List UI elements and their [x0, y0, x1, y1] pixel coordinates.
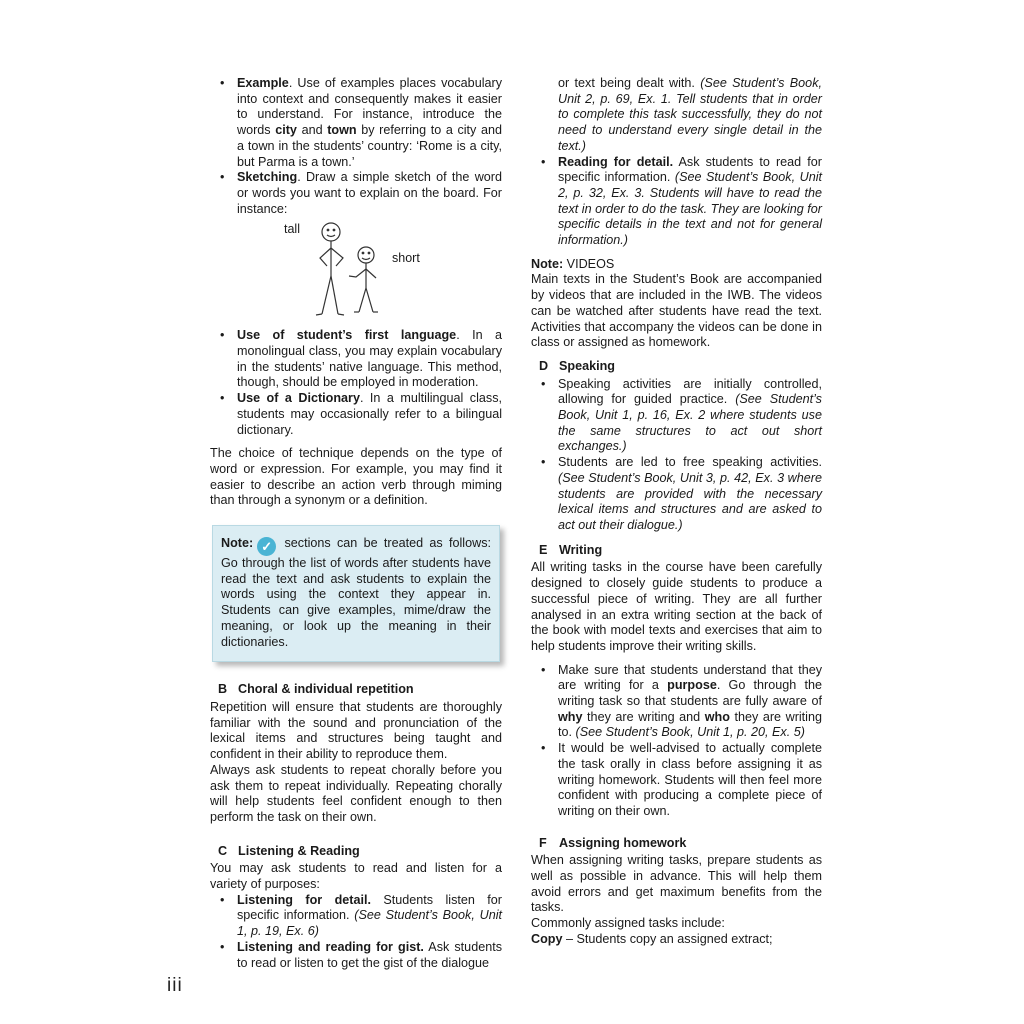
reading-detail-text: Ask students to read for specific information.: [558, 154, 822, 185]
section-c-heading: [218, 844, 502, 860]
sketching-term: Sketching: [237, 170, 298, 185]
section-e-paragraph: All writing tasks in the course have been carefully designed to closely guide students to produce a successful piece of writing. They are all further analysed in an extra writing section at the back of the book with model texts and exercises that aim to help students improve their writing skills.: [531, 560, 822, 653]
writing-purpose-text-3: they are writing and: [582, 709, 705, 724]
dictionary-term: Use of a Dictionary: [237, 391, 360, 406]
list-item-speaking-controlled: [531, 377, 822, 456]
section-e-heading: [539, 543, 822, 559]
sketching-text: . Draw a simple sketch of the word or words you want to explain on the board. For instance:: [237, 170, 502, 216]
section-f-letter: F: [539, 835, 547, 850]
section-f-heading: [539, 836, 822, 852]
note-videos-label: Note:: [531, 256, 564, 271]
dictionary-text: . In a multilingual class, students may occasionally refer to a bilingual dictionary.: [237, 391, 503, 437]
list-item-listening-detail: [210, 893, 502, 940]
speaking-controlled-text: Speaking activities are initially controlled, allowing for guided practice.: [558, 376, 822, 407]
label-tall: tall: [284, 222, 300, 237]
section-f-paragraph-2: Commonly assigned tasks include:: [531, 916, 725, 931]
technique-list: [210, 76, 502, 217]
listening-detail-term: Listening for detail.: [237, 892, 371, 907]
writing-purpose-text-4: they are writing to.: [558, 709, 822, 740]
first-language-term: Use of student’s first language: [237, 328, 457, 343]
word-town: town: [327, 123, 357, 138]
copy-line: [531, 932, 822, 948]
gist-continued-text: or text being dealt with.: [558, 76, 701, 90]
stick-figures-illustration: [210, 220, 502, 332]
note-videos-title: VIDEOS: [563, 256, 615, 271]
technique-list-2: [210, 328, 502, 438]
speaking-free-text: Students are led to free speaking activities.: [558, 455, 822, 470]
note-videos-paragraph: Main texts in the Student’s Book are accompanied by videos that are included in the IWB. The videos can be watched after students have read the text. Activities that accompany the videos can be done in class or assigned as homework.: [531, 272, 822, 350]
section-b-paragraph-2: Always ask students to repeat chorally before you ask them to repeat individually. Repeating chorally will help students feel confident enough to then perform the task on their own.: [210, 762, 502, 824]
writing-list: [531, 663, 822, 820]
section-f-paragraph: When assigning writing tasks, prepare students as well as possible in advance. This will help them avoid errors and get maximum benefits from the tasks.: [531, 853, 822, 915]
list-item-dictionary: [210, 391, 502, 438]
section-c-letter: C: [218, 843, 228, 858]
section-b-title: Choral & individual repetition: [238, 682, 414, 697]
reading-list: [531, 76, 822, 249]
first-language-text: . In a monolingual class, you may explain vocabulary in the students’ native language. This method, though, should be employed in moderation.: [237, 328, 502, 390]
example-text-2: by referring to a city and a town in the students’ country: ‘Rome is a city, but Parma is a town.’: [237, 123, 502, 169]
choice-paragraph: The choice of technique depends on the type of word or expression. For example, you may find it easier to describe an action verb through miming than through a synonym or a definition.: [210, 446, 502, 508]
section-b-letter: B: [218, 682, 228, 697]
section-e-letter: E: [539, 542, 548, 557]
section-e-title: Writing: [559, 542, 603, 557]
checkmark-icon: ✓: [257, 537, 276, 556]
list-item-first-language: [210, 328, 502, 391]
section-b-heading: [218, 682, 502, 698]
listening-list: [210, 893, 502, 972]
note-box: [212, 525, 500, 662]
section-d-title: Speaking: [559, 358, 615, 373]
list-item-gist-continued: [531, 76, 822, 155]
writing-purpose-text-1: Make sure that students understand that they are writing for a: [558, 662, 822, 693]
speaking-free-ref: (See Student’s Book, Unit 3, p. 42, Ex. 3 where students are provided with the necessary lexical items and structures and are asked to act out their dialogue.): [558, 470, 822, 532]
copy-term: Copy: [531, 931, 563, 946]
example-text: . Use of examples places vocabulary into context and consequently makes it easier to understand. For instance, introduce the words: [237, 76, 502, 138]
listening-detail-text: Students listen for specific information.: [237, 892, 502, 923]
label-short: short: [392, 251, 420, 266]
reading-detail-ref: (See Student’s Book, Unit 2, p. 32, Ex. 3. Students will have to read the text in order to do the task. They are looking for specific details in the text and not for general information.): [558, 170, 823, 248]
right-column: [531, 76, 822, 948]
word-who: who: [704, 709, 730, 724]
section-f-title: Assigning homework: [559, 835, 687, 850]
gist-continued-ref: (See Student’s Book, Unit 2, p. 69, Ex. 1. Tell students that in order to complete this task successfully, they do not need to understand every single detail in the text.): [558, 76, 822, 153]
page-number: iii: [167, 975, 183, 996]
note-videos-heading: [531, 257, 822, 273]
list-item-reading-detail: [531, 155, 822, 249]
speaking-controlled-ref: (See Student’s Book, Unit 1, p. 16, Ex. 2 where students use the same structures to act out short exchanges.): [558, 392, 822, 454]
example-and: and: [296, 123, 328, 138]
list-item-writing-orally: [531, 741, 822, 820]
speaking-list: [531, 377, 822, 534]
writing-purpose-ref: (See Student’s Book, Unit 1, p. 20, Ex. 5): [575, 725, 805, 740]
note-label: Note:: [221, 536, 254, 551]
section-d-heading: [539, 359, 822, 375]
listening-detail-ref: (See Student’s Book, Unit 1, p. 19, Ex. 6): [237, 908, 502, 939]
list-item-writing-purpose: [531, 663, 822, 742]
writing-purpose-text-2: . Go through the writing task so that students are fully aware of: [558, 678, 822, 709]
reading-detail-term: Reading for detail.: [558, 154, 674, 169]
section-c-title: Listening & Reading: [238, 843, 360, 858]
copy-text: – Students copy an assigned extract;: [562, 931, 773, 946]
word-city: city: [275, 123, 297, 138]
note-text: sections can be treated as follows: Go through the list of words after students have read the text and ask students to explain the words using the context they appear in. Students can give examples, mime/draw the meaning, or look up the meaning in their dictionaries.: [221, 536, 491, 649]
list-item-sketching: [210, 170, 502, 217]
word-why: why: [558, 709, 583, 724]
list-item-speaking-free: [531, 455, 822, 534]
list-item-listening-gist: [210, 940, 502, 971]
word-purpose: purpose: [667, 678, 717, 693]
section-d-letter: D: [539, 358, 549, 373]
listening-gist-term: Listening and reading for gist.: [237, 939, 424, 954]
example-term: Example: [237, 76, 289, 90]
section-b-paragraph-1: Repetition will ensure that students are thoroughly familiar with the sound and pronunciation of the lexical items and structures being taught and confident in their ability to reproduce them.: [210, 699, 502, 762]
writing-orally-text: It would be well-advised to actually complete the task orally in class before assigning it as writing homework. Students will then feel more confident with producing a complete piece of writing on their own.: [558, 741, 822, 818]
list-item-example: [210, 76, 502, 170]
listening-gist-text: Ask students to read or listen to get the gist of the dialogue: [237, 939, 502, 970]
left-column: [210, 76, 502, 971]
section-c-paragraph: You may ask students to read and listen for a variety of purposes:: [210, 861, 502, 892]
